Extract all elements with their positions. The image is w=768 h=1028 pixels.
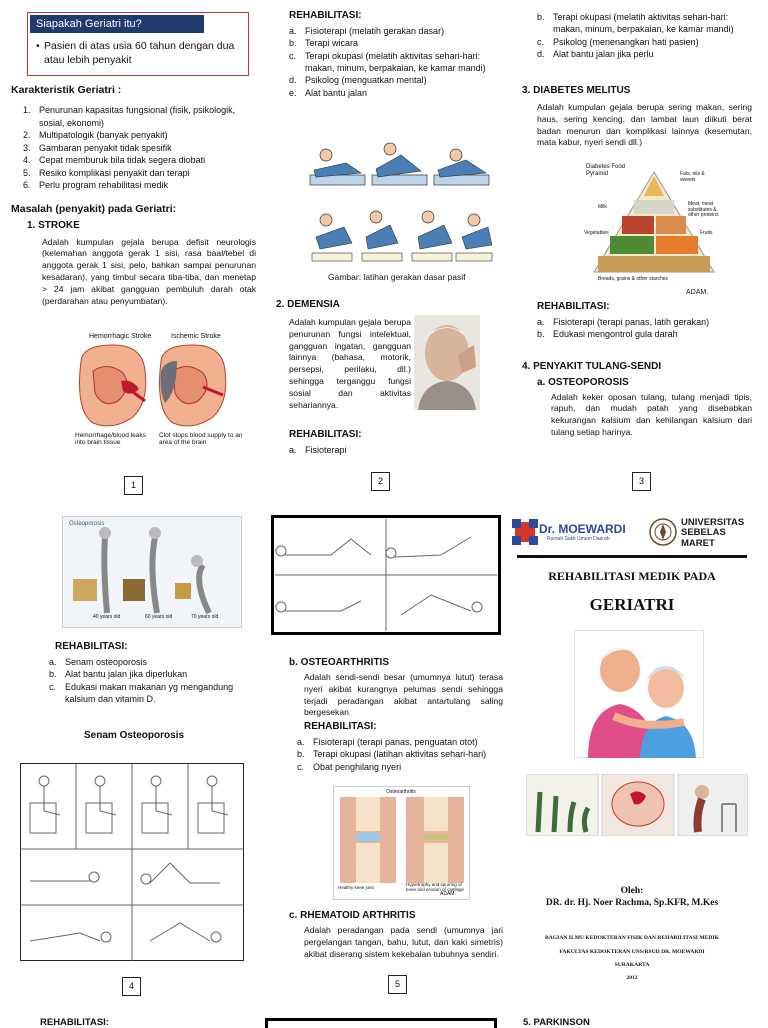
rehab-dm-item-marker: a. — [537, 316, 545, 327]
pyramid-title: Diabetes Food Pyramid — [586, 164, 626, 177]
rehab-heading-demensia: REHABILITASI: — [289, 429, 362, 440]
stroke-text: Adalah kumpulan gejala berupa defisit neurologis (kelemahan anggota gerak 1 sisi, rasa baal/tebel di anggota gerak 1 sisi, pelo, bahkan sampai penurunan kesadaran), yang timbul secara tiba-tiba, dan menetap > 24 jam akibat gangguan pembuluh darah otak (perdarahan atau penyumbatan). — [42, 236, 256, 306]
brain-title-hemorrhagic: Hemorrhagic Stroke — [89, 333, 152, 340]
food-pyramid-figure — [584, 162, 724, 302]
exercise-caption: Gambar: latihan gerakan dasar pasif — [328, 272, 466, 282]
next-page-frame — [265, 1018, 497, 1028]
cover-author: DR. dr. Hj. Noer Rachma, Sp.KFR, M.Kes — [545, 898, 719, 908]
rheumatoid-text: Adalah peradangan pada sendi (umumnya jari pergelangan tangan, bahu, lutut, dan kaki simetris) akibat diserang sistem kekebalan tubuhnya sendiri. — [304, 924, 503, 959]
panel-1 — [11, 83, 256, 308]
rehab-heading-osteoporosis: REHABILITASI: — [55, 641, 128, 652]
osteoporosis-text: Adalah keker oposan tulang, tulang menjadi tipis, rapuh, dan mudah patah yang disebabkan kekurangan kalsium dan kehilangan kalsium dari tulang setiap harinya. — [551, 391, 752, 438]
cover-divider — [517, 555, 747, 558]
demensia-text: Adalah kumpulan gejala berupa penurunan fungsi intelektual, gangguan ingatan, gangguan lainnya (bahasa, motorik, persepsi, perilaku, dll.) sehingga terganggu fungsi sosial dan aktivitas sehariannya. — [289, 316, 411, 410]
rehab-osteoporosis-item-text: Alat bantu jalan jika diperlukan — [65, 669, 188, 680]
hospital-logo-icon — [510, 517, 540, 547]
rehab-osteoporosis-item-text: Senam osteoporosis — [65, 656, 148, 667]
rehab-heading-dm: REHABILITASI: — [537, 301, 610, 312]
rehab-stroke-item-marker: a. — [289, 25, 297, 36]
cover-title-line1: REHABILITASI MEDIK PADA — [548, 569, 716, 583]
osteo-age-60: 60 years old — [145, 614, 173, 620]
rehab-demensia-item-marker: a. — [289, 444, 297, 455]
cover-year: 2012 — [626, 975, 638, 981]
cover-title-line2: GERIATRI — [589, 595, 675, 614]
rehab-demensia-cont-item-marker: b. — [537, 12, 545, 22]
rehab-demensia-cont-item — [537, 36, 757, 48]
dm-text: Adalah kumpulan gejala berupa sering makan, sering haus, sering kencing, dan lambat laun diikuti berat badan menurun dan komplikasi lainnya (kesemutan, mata kabur, nyeri sendi dll.) — [537, 101, 752, 148]
rehab-dm-item-text: Fisioterapi (terapi panas, latih gerakan) — [553, 316, 710, 327]
pyramid-label-milk: Milk — [598, 204, 607, 210]
page-number-5: 5 — [388, 975, 407, 994]
brain-caption-ischemic: Clot stops blood supply to an area of the brain — [159, 432, 243, 447]
rehab-stroke-item-text: Alat bantu jalan — [305, 87, 368, 98]
karakteristik-item-marker: 3. — [23, 142, 31, 153]
info-box — [27, 12, 249, 76]
cover-header — [510, 514, 750, 554]
rehab-list-demensia — [289, 444, 489, 456]
elderly-couple-illustration — [574, 630, 704, 758]
pyramid-label-veg: Vegetables — [584, 230, 609, 236]
rehab-list-stroke — [289, 25, 509, 99]
rheumatoid-heading: c. RHEMATOID ARTHRITIS — [289, 910, 416, 921]
panel-5-ra — [289, 909, 503, 960]
page-number-4: 4 — [122, 977, 141, 996]
rehab-demensia-cont-item-text: Psikolog (menenangkan hati pasien) — [553, 36, 699, 47]
rehab-oa-item-marker: a. — [297, 737, 305, 748]
rehab-dm-item — [537, 316, 757, 328]
panel-4-rehab — [49, 640, 240, 705]
karakteristik-item-marker: 1. — [23, 105, 31, 116]
rehab-stroke-item-marker: b. — [289, 38, 297, 49]
rehab-stroke-item — [289, 87, 509, 99]
rehab-stroke-item-marker: c. — [289, 50, 297, 61]
pyramid-label-breads: Breads, grains & other starches — [598, 276, 669, 282]
university-name: UNIVERSITAS SEBELAS MARET — [681, 517, 745, 549]
karakteristik-item — [23, 167, 256, 179]
rehab-demensia-item-text: Fisioterapi — [305, 444, 347, 455]
demensia-heading: 2. DEMENSIA — [276, 299, 340, 310]
osteoarthritis-exercises — [271, 515, 501, 635]
panel-3-top — [537, 11, 757, 61]
karakteristik-item — [23, 142, 256, 154]
karakteristik-item-marker: 5. — [23, 167, 31, 178]
stroke-heading: 1. STROKE — [27, 219, 80, 231]
rehab-osteoporosis-item-marker: c. — [49, 681, 57, 692]
rehab-stroke-item-text: Fisioterapi (melatih gerakan dasar) — [305, 25, 445, 36]
university-logo-icon — [649, 518, 677, 546]
rehab-osteoporosis-item — [49, 656, 240, 668]
cover-faculty: FAKULTAS KEDOKTERAN UNS/RSUD DR. MOEWARDI — [559, 949, 705, 955]
karakteristik-item-marker: 6. — [23, 179, 31, 190]
karakteristik-item-text: Cepat memburuk bila tidak segera diobati — [39, 155, 206, 166]
rehab-dm-item-text: Edukasi mengontrol gula darah — [553, 329, 678, 340]
panel-2-demensia — [276, 298, 411, 412]
panel-3-dm — [522, 84, 752, 149]
rehab-stroke-item-text: Terapi okupasi (melatih aktivitas sehari-hari: makan, minum, berpakaian, ke kamar mandi) — [305, 50, 486, 74]
karakteristik-item — [23, 179, 256, 191]
karakteristik-heading: Karakteristik Geriatri : — [11, 84, 122, 96]
rehab-osteoporosis-item — [49, 668, 240, 680]
rehab-demensia-cont-item-text: Alat bantu jalan jika perlu — [553, 49, 654, 60]
rehab-demensia-cont-item — [537, 11, 757, 36]
elderly-man-photo — [414, 315, 480, 410]
panel-5-oa — [289, 656, 503, 773]
osteo-figure-title: Osteoporosis — [69, 521, 105, 527]
rehab-stroke-item-text: Psikolog (menguatkan mental) — [305, 75, 427, 86]
osteoporosis-illustration — [63, 517, 241, 627]
knee-caption-healthy: Healthy knee joint — [338, 885, 374, 890]
pyramid-label-fats: Fats, oils & sweets — [680, 171, 705, 183]
parkinson-heading: 5. PARKINSON — [523, 1017, 590, 1028]
rehab-stroke-item — [289, 50, 509, 75]
karakteristik-item — [23, 129, 256, 141]
karakteristik-item-text: Resiko komplikasi penyakit dan terapi — [39, 167, 190, 178]
rehab-demensia-cont-item-marker: d. — [537, 49, 545, 60]
rehab-oa-item-text: Terapi okupasi (latihan aktivitas sehari-hari) — [313, 749, 487, 760]
senam-heading: Senam Osteoporosis — [84, 730, 185, 741]
rehab-list-osteoporosis — [49, 656, 240, 706]
panel-2-top — [289, 9, 509, 99]
rehab-oa-item-text: Fisioterapi (terapi panas, penguatan otot) — [313, 737, 478, 748]
pyramid-brand: ADAM. — [686, 289, 709, 296]
karakteristik-item-text: Penurunan kapasitas fungsional (fisik, psikologik, sosial, ekonomi) — [39, 105, 236, 128]
hospital-name: Dr. MOEWARDI — [539, 522, 626, 536]
knee-caption-oa: Hypertrophy and spurring of bone and erosion of cartilage — [406, 882, 465, 892]
rehab-oa-item-marker: b. — [297, 749, 305, 760]
rehab-demensia-item — [289, 444, 489, 456]
rehab-oa-item — [297, 748, 503, 760]
knee-figure-title: Osteoarthritis — [386, 789, 416, 795]
rehab-list-demensia-cont — [537, 11, 757, 61]
osteoporosis-heading: a. OSTEOPOROSIS — [537, 376, 629, 388]
rehab-demensia-cont-item — [537, 48, 757, 60]
page-number-1: 1 — [124, 476, 143, 495]
karakteristik-item-marker: 4. — [23, 155, 31, 166]
info-box-bullet: • Pasien di atas usia 60 tahun dengan dua atau lebih penyakit — [36, 40, 235, 66]
karakteristik-item-text: Multipatologik (banyak penyakit) — [39, 130, 168, 141]
karakteristik-item-text: Perlu program rehabilitasi medik — [39, 179, 169, 190]
rehab-oa-item — [297, 736, 503, 748]
cover-department: BAGIAN ILMU KEDOKTERAN FISIK DAN REHABILITASI MEDIK — [545, 935, 719, 941]
rehab-stroke-item-text: Terapi wicara — [305, 38, 359, 49]
rehab-osteoporosis-item-marker: a. — [49, 656, 57, 667]
tulang-heading: 4. PENYAKIT TULANG-SENDI — [522, 361, 662, 372]
rehab-dm-item-marker: b. — [537, 329, 545, 340]
senam-osteoporosis-exercises — [20, 763, 244, 961]
rehab-osteoporosis-item — [49, 681, 240, 706]
knee-figure — [333, 786, 470, 900]
rehab-stroke-item-marker: d. — [289, 75, 297, 86]
pyramid-label-meat: Meat, meat substitutes & other proteins — [688, 201, 719, 218]
osteoporosis-figure — [62, 516, 242, 628]
rehab-stroke-item — [289, 37, 509, 49]
osteo-age-70: 70 years old — [191, 614, 219, 620]
karakteristik-item-text: Gambaran penyakit tidak spesifik — [39, 142, 172, 153]
osteoarthritis-text: Adalah sendi-sendi besar (umumnya lutut) terasa nyeri akibat kurangnya pelumas sendi sehingga terjadi peradangan akibat antartulang saling bergesekan — [304, 671, 503, 718]
rehab-stroke-item — [289, 74, 509, 86]
page-number-2: 2 — [371, 472, 390, 491]
rehab-heading-stroke: REHABILITASI: — [289, 10, 362, 21]
page-number-3: 3 — [632, 472, 651, 491]
rehab-osteoporosis-item-marker: b. — [49, 669, 57, 680]
osteoarthritis-heading: b. OSTEOARTHRITIS — [289, 657, 389, 668]
rehab-oa-item-marker: c. — [297, 761, 305, 772]
brain-caption-hemorrhagic: Hemorrhage/blood leaks into brain tissue — [75, 432, 146, 447]
cover-oleh: Oleh: — [620, 886, 644, 896]
rehab-stroke-item — [289, 25, 509, 37]
pyramid-label-fruits: Fruits — [700, 230, 713, 236]
rehab-demensia-cont-item-text: Terapi okupasi (melatih aktivitas sehari-hari: makan, minum, berpakaian, ke kamar mandi) — [553, 12, 734, 35]
stroke-brain-figure — [73, 331, 248, 451]
dm-heading: 3. DIABETES MELITUS — [522, 85, 631, 96]
hospital-subtitle: Rumah Sakit Umum Daerah — [547, 536, 610, 542]
karakteristik-list — [11, 104, 256, 191]
karakteristik-item — [23, 104, 256, 129]
geriatric-conditions-strip — [526, 774, 748, 836]
rehab-list-oa — [289, 736, 503, 773]
rehab-demensia-cont-item-marker: c. — [537, 36, 545, 47]
brain-title-ischemic: Ischemic Stroke — [171, 333, 221, 340]
rehab-list-dm — [537, 316, 757, 341]
exercise-illustration — [306, 125, 496, 270]
karakteristik-item-marker: 2. — [23, 130, 31, 141]
rehab-oa-item-text: Obat penghilang nyeri — [313, 761, 402, 772]
knee-brand: ADAM. — [440, 891, 456, 897]
next-page-rehab-heading: REHABILITASI: — [40, 1017, 109, 1028]
rehab-osteoporosis-item-text: Edukasi makan makanan yg mengandung kalsium dan vitamin D. — [65, 681, 234, 705]
panel-2-rehab2 — [289, 428, 489, 456]
rehab-oa-item — [297, 761, 503, 773]
karakteristik-item — [23, 154, 256, 166]
panel-3-tulang — [522, 360, 752, 439]
info-box-title: Siapakah Geriatri itu? — [30, 15, 204, 33]
rehab-stroke-item-marker: e. — [289, 87, 297, 98]
rehab-dm-item — [537, 328, 757, 340]
masalah-heading: Masalah (penyakit) pada Geriatri: — [11, 203, 177, 216]
rehab-heading-oa: REHABILITASI: — [304, 721, 377, 733]
osteo-age-40: 40 years old — [93, 614, 121, 620]
panel-3-rehab — [537, 300, 757, 341]
cover-city: SURAKARTA — [614, 962, 650, 968]
